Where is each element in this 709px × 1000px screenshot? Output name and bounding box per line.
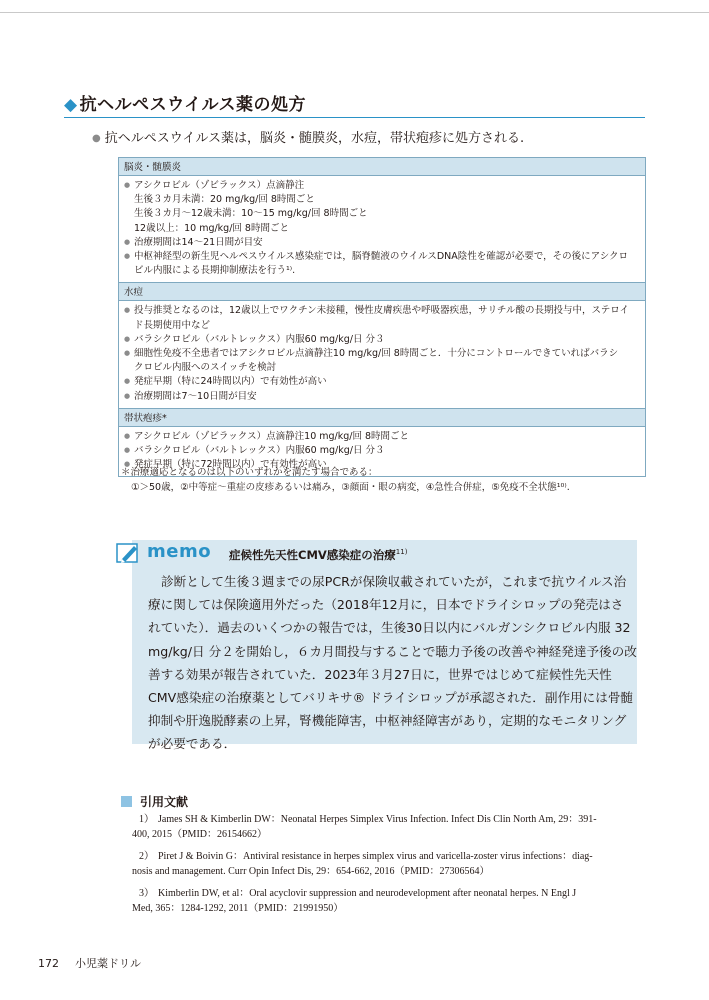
square-icon: [121, 796, 132, 807]
bullet-icon: ●: [124, 460, 131, 469]
table-row: [124, 444, 640, 458]
table-row-text: 生後３カ月～12歳未満：10～15 mg/kg/回 8時間ごと: [134, 208, 368, 220]
memo-line: れていた）．過去のいくつかの報告では，生後30日以内にバルガンシクロビル内服 32: [148, 620, 631, 636]
table-row: [124, 222, 640, 236]
table-group-header: 帯状疱疹*: [119, 408, 645, 427]
top-rule: [0, 12, 709, 13]
memo-line: が必要である．: [148, 736, 237, 752]
reference-number: 1）: [139, 814, 154, 825]
references-heading-text: 引用文献: [140, 795, 189, 809]
bullet-icon: ●: [124, 349, 131, 358]
bullet-icon: ●: [92, 133, 101, 144]
table-row: [124, 236, 640, 250]
memo-line: 善する効果が報告されていた．2023年３月27日に，世界ではじめて症候性先天性: [148, 666, 612, 682]
table-row: [124, 430, 640, 444]
section-title: [64, 90, 306, 115]
table-row-text: ド長期使用中など: [134, 319, 211, 331]
table-row-text: ビル内服による長期抑制療法を行う¹⁾.: [134, 265, 296, 277]
table-row: [124, 193, 640, 207]
memo-line: 療に関しては保険適用外だった（2018年12月に，日本でドライシロップの発売はさ: [148, 597, 624, 613]
table-row-text: バラシクロビル（バルトレックス）内服60 mg/kg/日 分３: [134, 333, 385, 345]
table-group-body: [119, 176, 645, 282]
references-heading: [121, 793, 188, 810]
reference-number: 3）: [139, 888, 154, 899]
memo-line: 抑制や肝逸脱酵素の上昇，腎機能障害，中枢神経障害があり，定期的なモニタリング: [148, 713, 627, 729]
lead-text: 抗ヘルペスウイルス薬は，脳炎・髄膜炎，水痘，帯状疱疹に処方される.: [104, 131, 525, 146]
footnote-line-1: ＊治療適応となるのは以下のいずれかを満たす場合である：: [121, 467, 378, 478]
bullet-icon: ●: [124, 377, 131, 386]
table-row: [124, 250, 640, 264]
reference-item: [132, 849, 597, 879]
diamond-icon: ◆: [64, 95, 78, 115]
table-row: [124, 361, 640, 375]
bullet-icon: ●: [124, 306, 131, 315]
table-row-text: クロビル内服へのスイッチを検討: [134, 362, 277, 374]
table-row-text: 12歳以上：10 mg/kg/回 8時間ごと: [134, 222, 289, 234]
prescription-table: [118, 157, 646, 477]
page-number: 172: [38, 957, 59, 970]
lead-sentence: [92, 127, 524, 146]
section-title-text: 抗ヘルペスウイルス薬の処方: [79, 95, 307, 115]
table-row: [124, 179, 640, 193]
table-row-text: 中枢神経型の新生児ヘルペスウイルス感染症では，脳脊髄液のウイルスDNA陰性を確認が必要で，その後にアシクロ: [134, 251, 629, 263]
table-row-text: アシクロビル（ゾビラックス）点滴静注: [134, 180, 305, 191]
table-row: [124, 264, 640, 278]
reference-text-line-1: Piret J & Boivin G：Antiviral resistance in herpes simplex virus and varicella-zoster virus infections：diag-: [158, 851, 593, 862]
table-row: [124, 375, 640, 389]
memo-title: [229, 547, 407, 563]
reference-number: 2）: [139, 851, 154, 862]
bullet-icon: ●: [124, 334, 131, 343]
table-row: [124, 319, 640, 333]
bullet-icon: ●: [124, 237, 131, 246]
reference-text-line-2: Med, 365：1284-1292, 2011（PMID：21991950）: [132, 903, 344, 914]
footnote-line-2: ①＞50歳，②中等症～重症の皮疹あるいは痛み，③顔面・眼の病変，④急性合併症，⑤免疫不全状態¹⁰⁾.: [131, 481, 570, 493]
bullet-icon: ●: [124, 252, 131, 261]
table-row-text: 治療期間は7～10日間が目安: [134, 390, 257, 402]
reference-text-line-2: 400, 2015（PMID：26154662）: [132, 829, 268, 840]
table-row: [124, 333, 640, 347]
table-row-text: 治療期間は14～21日間が目安: [134, 236, 263, 248]
table-row-text: アシクロビル（ゾビラックス）点滴静注10 mg/kg/回 8時間ごと: [134, 430, 410, 442]
table-row: [124, 347, 640, 361]
table-row-text: バラシクロビル（バルトレックス）内服60 mg/kg/日 分３: [134, 445, 385, 457]
title-underline: [64, 117, 645, 118]
book-title: 小児薬ドリル: [75, 957, 141, 970]
references-list: [132, 812, 597, 923]
memo-line: CMV感染症の治療薬としてバリキサ® ドライシロップが承認された．副作用には骨髄: [148, 690, 634, 706]
memo-title-text: 症候性先天性CMV感染症の治療: [229, 548, 396, 562]
table-row-text: 細胞性免疫不全患者ではアシクロビル点滴静注10 mg/kg/回 8時間ごと．十分にコントロールできていればバラシ: [134, 348, 619, 360]
bullet-icon: ●: [124, 446, 131, 455]
memo-line: mg/kg/日 分２を開始し，６カ月間投与することで聴力予後の改善や神経発達予後の改: [148, 643, 637, 659]
reference-text-line-1: James SH & Kimberlin DW：Neonatal Herpes Simplex Virus Infection. Infect Dis Clin North Am, 29：391-: [158, 814, 597, 825]
table-group-header: 水痘: [119, 282, 645, 301]
table-row: [124, 390, 640, 404]
table-row-text: 発症早期（特に72時間以内）で有効性が高い: [134, 459, 327, 471]
bullet-icon: ●: [124, 431, 131, 440]
reference-item: [132, 886, 597, 916]
reference-text-line-1: Kimberlin DW, et al：Oral acyclovir suppression and neurodevelopment after neonatal herpes. N Engl J: [158, 888, 577, 899]
table-row: [124, 304, 640, 318]
bullet-icon: ●: [124, 181, 131, 189]
table-row: [124, 207, 640, 221]
table-group-body: [119, 301, 645, 407]
table-footnote: [121, 466, 570, 495]
reference-text-line-2: nosis and management. Curr Opin Infect Dis, 29：654-662, 2016（PMID：27306564）: [132, 866, 490, 877]
reference-item: [132, 812, 597, 842]
pencil-icon: [116, 542, 140, 564]
memo-body: [148, 570, 637, 756]
table-row-text: 生後３カ月未満：20 mg/kg/回 8時間ごと: [134, 194, 315, 206]
table-row-text: 投与推奨となるのは，12歳以上でワクチン未接種，慢性皮膚疾患や呼吸器疾患，サリチル酸の長期投与中，ステロイ: [134, 305, 629, 317]
memo-title-ref: 11): [395, 548, 408, 557]
table-row-text: 発症早期（特に24時間以内）で有効性が高い: [134, 376, 327, 388]
memo-line: 診断として生後３週までの尿PCRが保険収載されていたが，これまで抗ウイルス治: [161, 574, 627, 589]
bullet-icon: ●: [124, 391, 131, 400]
table-group-header: 脳炎・髄膜炎: [119, 157, 645, 176]
page-footer: [38, 955, 141, 971]
memo-label: memo: [147, 541, 212, 562]
